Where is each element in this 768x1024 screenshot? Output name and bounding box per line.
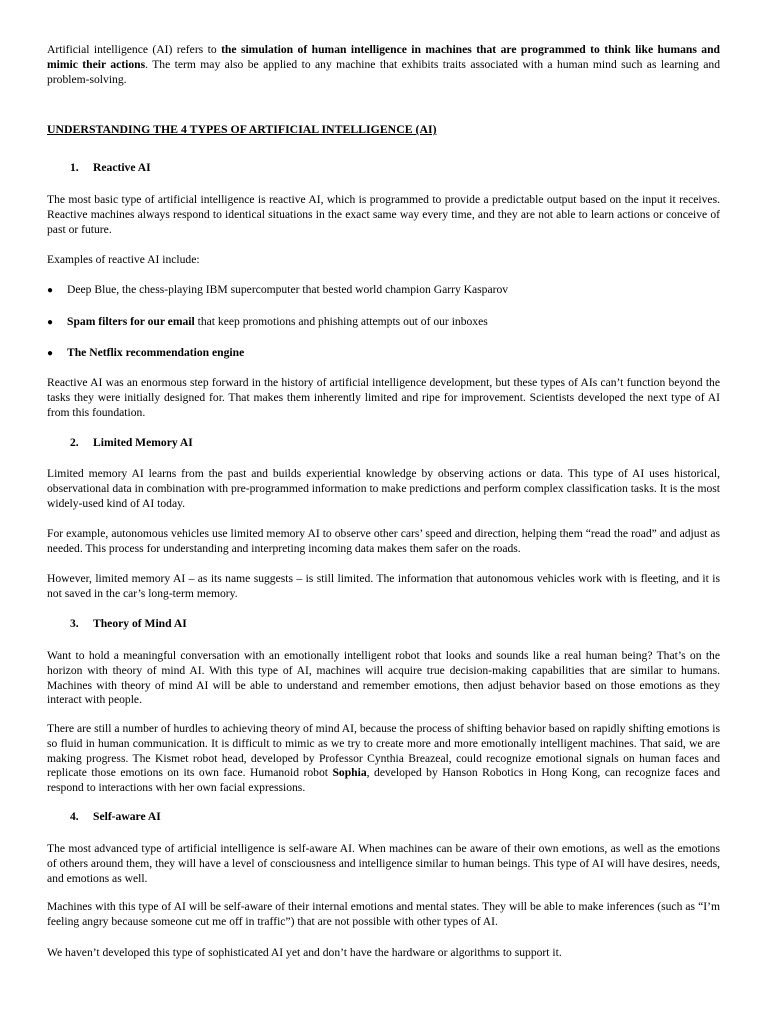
- section-number: 3.: [70, 617, 79, 630]
- theory-of-mind-paragraph-1: Want to hold a meaningful conversation with an emotionally intelligent robot that looks and sounds like a real human being? That’s on the horizon with theory of mind AI. With this type of AI, machines will acquire true decision-making capabilities that are similar to humans. Machines with theory of mind AI will be able to understand and remember emotions, then adjust behavior based on those emotions as they interact with people.: [47, 649, 720, 707]
- section-title-limited-memory: [70, 436, 193, 451]
- intro-bold-text: the simulation of human intelligence in machines that are programmed to think like humans and mimic their actions: [47, 43, 720, 71]
- bullet-icon: ●: [47, 285, 54, 296]
- limited-memory-paragraph-1: Limited memory AI learns from the past and builds experiential knowledge by observing actions or data. This type of AI uses historical, observational data in combination with pre-programmed information to make predictions and perform complex classification tasks. It is the most widely-used kind of AI today.: [47, 467, 720, 510]
- section-title-theory-of-mind: [70, 617, 187, 632]
- self-aware-paragraph-2: Machines with this type of AI will be self-aware of their internal emotions and mental states. They will be able to make inferences (such as “I’m feeling angry because someone cut me off in traffic”) that are not possible with other types of AI.: [47, 900, 720, 928]
- reactive-paragraph-2: Examples of reactive AI include:: [47, 253, 200, 266]
- section-number: 2.: [70, 436, 79, 449]
- list-item-text: that keep promotions and phishing attempts out of our inboxes: [194, 315, 488, 328]
- paragraph-text-end: , developed by Hanson Robotics in Hong Kong, can recognize faces and respond to interactions with her own facial expressions.: [47, 766, 720, 795]
- self-aware-paragraph-3: We haven’t developed this type of sophisticated AI yet and don’t have the hardware or algorithms to support it.: [47, 946, 562, 959]
- section-title-text: Self-aware AI: [93, 810, 161, 823]
- list-item: [47, 346, 244, 362]
- reactive-paragraph-3: Reactive AI was an enormous step forward in the history of artificial intelligence development, but these types of AIs can’t function beyond the tasks they were initially designed for. That makes them inherently limited and ripe for improvement. Scientists developed the next type of AI from this foundation.: [47, 376, 720, 419]
- section-title-text: Theory of Mind AI: [93, 617, 187, 630]
- intro-paragraph: [47, 43, 720, 87]
- section-title-text: Reactive AI: [93, 161, 151, 174]
- intro-text-end: . The term may also be applied to any machine that exhibits traits associated with a human mind such as learning and problem-solving.: [47, 57, 720, 86]
- list-item-bold-text: Spam filters for our email: [67, 315, 195, 328]
- list-item-text: Deep Blue, the chess-playing IBM supercomputer that bested world champion Garry Kasparov: [67, 283, 509, 296]
- paragraph-text: There are still a number of hurdles to achieving theory of mind AI, because the process of shifting behavior based on rapidly shifting emotions is so fluid in human communication. It is difficult to mimic as we try to create more and more emotionally intelligent machines. That said, we are making progress. The Kismet robot head, developed by Professor Cynthia Breazeal, could recognize emotional signals on human faces and replicate those emotions on its own face. Humanoid robot: [47, 722, 720, 780]
- list-item-bold-text: The Netflix recommendation engine: [67, 346, 245, 359]
- bullet-icon: ●: [47, 317, 54, 328]
- main-heading: UNDERSTANDING THE 4 TYPES OF ARTIFICIAL INTELLIGENCE (AI): [47, 122, 437, 136]
- section-title-text: Limited Memory AI: [93, 436, 193, 449]
- intro-text: Artificial intelligence (AI) refers to: [47, 43, 222, 56]
- bullet-icon: ●: [47, 348, 54, 359]
- limited-memory-paragraph-3: However, limited memory AI – as its name suggests – is still limited. The information that autonomous vehicles work with is fleeting, and it is not saved in the car’s long-term memory.: [47, 572, 720, 600]
- section-title-self-aware: [70, 810, 161, 825]
- paragraph-bold-text: Sophia: [332, 766, 367, 780]
- self-aware-paragraph-1: The most advanced type of artificial intelligence is self-aware AI. When machines can be aware of their own emotions, as well as the emotions of others around them, they will have a level of consciousness and intelligence similar to human beings. This type of AI will have desires, needs, and emotions as well.: [47, 842, 720, 885]
- list-item: [47, 315, 488, 331]
- theory-of-mind-paragraph-2: [47, 722, 720, 796]
- section-number: 4.: [70, 810, 79, 823]
- section-number: 1.: [70, 161, 79, 174]
- limited-memory-paragraph-2: For example, autonomous vehicles use limited memory AI to observe other cars’ speed and direction, helping them “read the road” and adjust as needed. This process for understanding and interpreting incoming data makes them safer on the roads.: [47, 527, 720, 555]
- reactive-paragraph-1: The most basic type of artificial intelligence is reactive AI, which is programmed to provide a predictable output based on the input it receives. Reactive machines always respond to identical situations in the exact same way every time, and they are not able to learn actions or conceive of past or future.: [47, 193, 720, 236]
- section-title-reactive: [70, 161, 151, 176]
- list-item: [47, 283, 508, 299]
